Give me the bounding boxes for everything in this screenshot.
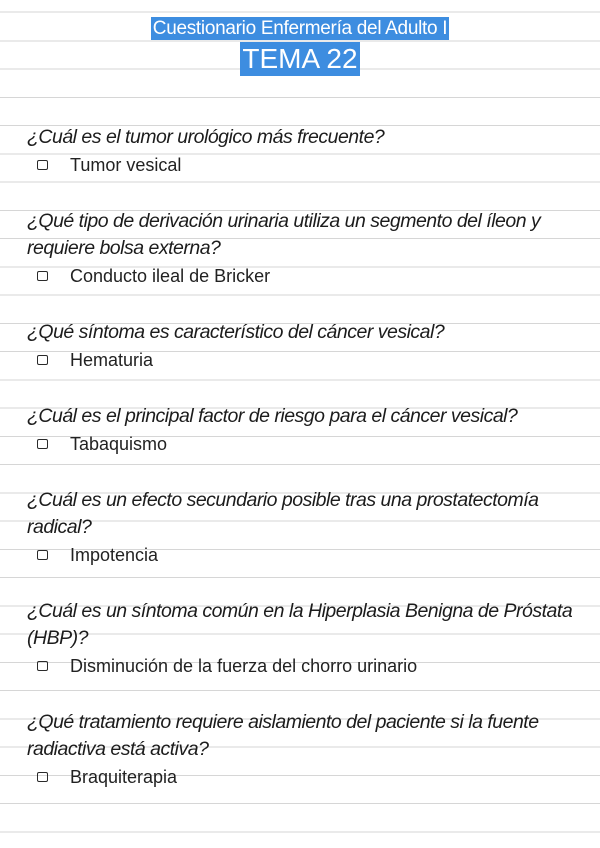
question-block-3 [27,319,587,374]
header [0,17,600,76]
answer-text: Disminución de la fuerza del chorro urinario [70,656,418,676]
answer-option [27,430,587,458]
answer-option [27,652,587,680]
question-block-2 [27,208,587,290]
question-text: ¿Cuál es el principal factor de riesgo para el cáncer vesical? [27,405,518,427]
answer-text: Impotencia [70,545,159,565]
answer-option [27,541,587,569]
question-text: ¿Qué tipo de derivación urinaria utiliza un segmento del íleon y requiere bolsa externa? [27,210,541,259]
checkbox-icon[interactable] [37,439,48,449]
answer-option [27,346,587,374]
checkbox-icon[interactable] [37,355,48,365]
question-block-7 [27,709,587,791]
answer-text: Conducto ileal de Bricker [70,266,271,286]
document-subtitle: Cuestionario Enfermería del Adulto I [152,18,448,39]
question-text: ¿Qué tratamiento requiere aislamiento del paciente si la fuente radiactiva está activa? [27,711,539,760]
checkbox-icon[interactable] [37,772,48,782]
answer-option [27,763,587,791]
answer-text: Tabaquismo [70,434,168,454]
answer-text: Tumor vesical [70,155,182,175]
question-text: ¿Cuál es un síntoma común en la Hiperplasia Benigna de Próstata (HBP)? [27,600,573,649]
answer-option [27,262,587,290]
checkbox-icon[interactable] [37,271,48,281]
question-block-5 [27,487,587,569]
question-text: ¿Cuál es el tumor urológico más frecuente? [27,126,385,148]
question-block-4 [27,403,587,458]
checkbox-icon[interactable] [37,550,48,560]
checkbox-icon[interactable] [37,661,48,671]
question-block-1 [27,124,587,179]
answer-text: Hematuria [70,350,154,370]
document-title: TEMA 22 [242,43,358,74]
question-block-6 [27,598,587,680]
question-text: ¿Cuál es un efecto secundario posible tras una prostatectomía radical? [27,489,539,538]
answer-option [27,151,587,179]
question-text: ¿Qué síntoma es característico del cáncer vesical? [27,321,445,343]
answer-text: Braquiterapia [70,767,178,787]
checkbox-icon[interactable] [37,160,48,170]
